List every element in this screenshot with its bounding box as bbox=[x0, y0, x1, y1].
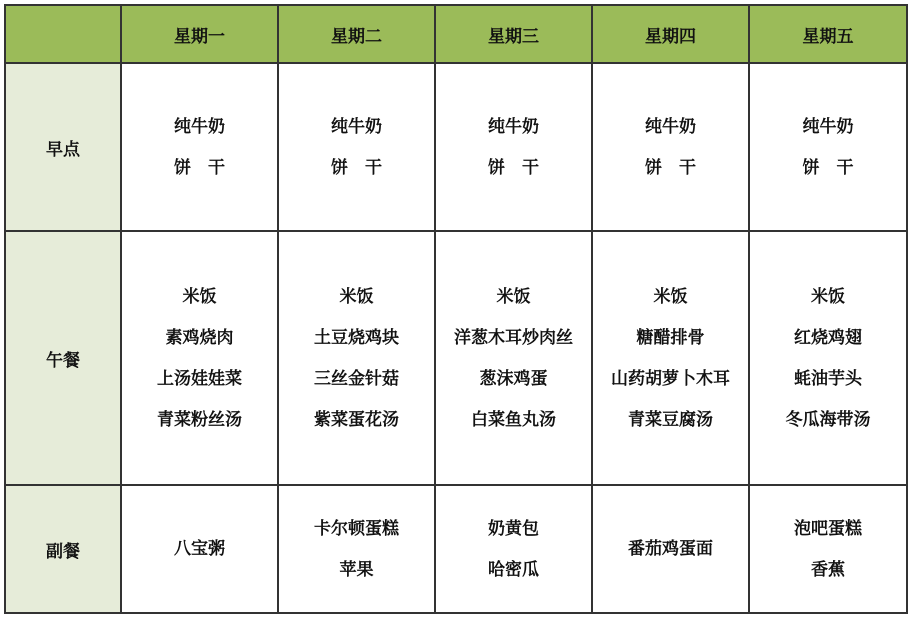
dish: 番茄鸡蛋面 bbox=[628, 539, 713, 559]
dish: 米饭 bbox=[496, 286, 531, 307]
dish: 饼 干 bbox=[174, 157, 225, 178]
dish: 米饭 bbox=[339, 286, 374, 307]
dish: 米饭 bbox=[653, 286, 688, 307]
day-header-thu: 星期四 bbox=[592, 5, 749, 63]
corner-cell bbox=[5, 5, 121, 63]
dish: 八宝粥 bbox=[174, 539, 225, 559]
menu-cell-breakfast-thu bbox=[592, 63, 749, 231]
menu-cell-snack-wed bbox=[435, 485, 592, 613]
dish: 纯牛奶 bbox=[174, 116, 225, 137]
dish: 青菜粉丝汤 bbox=[157, 409, 242, 430]
dish: 纯牛奶 bbox=[802, 116, 854, 137]
dish: 素鸡烧肉 bbox=[165, 327, 234, 348]
dish: 青菜豆腐汤 bbox=[628, 409, 713, 430]
dish: 米饭 bbox=[811, 286, 845, 307]
dish: 哈密瓜 bbox=[488, 559, 539, 580]
dish: 洋葱木耳炒肉丝 bbox=[454, 327, 573, 348]
menu-cell-breakfast-wed bbox=[435, 63, 592, 231]
menu-cell-snack-thu bbox=[592, 485, 749, 613]
dish: 奶黄包 bbox=[488, 518, 539, 539]
menu-cell-snack-tue bbox=[278, 485, 435, 613]
dish: 饼 干 bbox=[331, 157, 382, 178]
dish: 饼 干 bbox=[645, 157, 696, 178]
dish: 上汤娃娃菜 bbox=[157, 368, 242, 389]
weekly-menu-table bbox=[4, 4, 908, 614]
day-header-fri: 星期五 bbox=[749, 5, 907, 63]
dish: 饼 干 bbox=[802, 157, 854, 178]
menu-cell-snack-mon bbox=[121, 485, 278, 613]
menu-cell-lunch-tue bbox=[278, 231, 435, 485]
dish: 土豆烧鸡块 bbox=[314, 327, 399, 348]
menu-cell-lunch-wed bbox=[435, 231, 592, 485]
meal-label-lunch: 午餐 bbox=[5, 231, 121, 485]
dish: 冬瓜海带汤 bbox=[785, 409, 871, 430]
dish: 纯牛奶 bbox=[645, 116, 696, 137]
lunch-row bbox=[5, 231, 907, 485]
dish: 三丝金针菇 bbox=[314, 368, 399, 389]
dish: 蚝油芋头 bbox=[794, 368, 862, 389]
dish: 香蕉 bbox=[811, 559, 845, 580]
dish: 苹果 bbox=[339, 559, 374, 580]
breakfast-row bbox=[5, 63, 907, 231]
snack-row bbox=[5, 485, 907, 613]
meal-label-breakfast: 早点 bbox=[5, 63, 121, 231]
dish: 纯牛奶 bbox=[331, 116, 382, 137]
dish: 泡吧蛋糕 bbox=[794, 518, 862, 539]
day-header-row bbox=[5, 5, 907, 63]
menu-cell-lunch-thu bbox=[592, 231, 749, 485]
dish: 卡尔顿蛋糕 bbox=[314, 518, 399, 539]
dish: 纯牛奶 bbox=[488, 116, 539, 137]
day-header-tue: 星期二 bbox=[278, 5, 435, 63]
menu-cell-lunch-mon bbox=[121, 231, 278, 485]
day-header-wed: 星期三 bbox=[435, 5, 592, 63]
menu-cell-breakfast-mon bbox=[121, 63, 278, 231]
menu-cell-breakfast-tue bbox=[278, 63, 435, 231]
day-header-mon: 星期一 bbox=[121, 5, 278, 63]
dish: 白菜鱼丸汤 bbox=[471, 409, 556, 430]
dish: 饼 干 bbox=[488, 157, 539, 178]
menu-cell-breakfast-fri bbox=[749, 63, 907, 231]
menu-cell-snack-fri bbox=[749, 485, 907, 613]
dish: 糖醋排骨 bbox=[636, 327, 705, 348]
dish: 红烧鸡翅 bbox=[794, 327, 862, 348]
dish: 紫菜蛋花汤 bbox=[314, 409, 399, 430]
meal-label-snack: 副餐 bbox=[5, 485, 121, 613]
dish: 葱沫鸡蛋 bbox=[479, 368, 548, 389]
menu-cell-lunch-fri bbox=[749, 231, 907, 485]
dish: 米饭 bbox=[182, 286, 217, 307]
dish: 山药胡萝卜木耳 bbox=[611, 368, 730, 389]
